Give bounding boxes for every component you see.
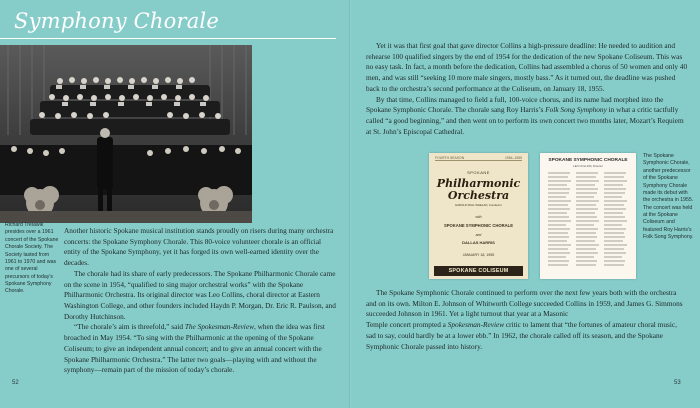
body-paragraph: Another historic Spokane musical institution stands proudly on risers during many orchestra concerts: the Spokane Symphony Chorale. This 80-voice volunteer chorale is an official entity of the Spokane Symphony, yet it has forged its own well-earned identity over the decades. <box>64 226 334 268</box>
body-paragraph: The Spokane Symphonic Chorale continued to perform over the next few years both with the orchestra and on its own. Milton E. Johnson of Whitworth College succeeded Collins in 1959, and James G. Simmons succeeded Johnson in 1961. Yet a light turnout that year at a Masonic <box>366 288 683 319</box>
chorale-roster-image <box>540 153 636 279</box>
page-number-left: 52 <box>12 380 19 386</box>
program-season: FOURTH SEASON <box>435 156 465 160</box>
publication-title: The Spokesman-Review <box>184 322 254 332</box>
photo-caption: Richard Trelawik presides over a 1961 concert of the Spokane Chorale Society. The Society lasted from 1961 to 1970 and was one of several precursors of today's Spokane Symphony Chorale. <box>5 222 59 295</box>
chorale-concert-photo <box>0 45 252 223</box>
publication-title: Spokesman-Review <box>447 320 505 330</box>
book-gutter <box>349 0 351 408</box>
program-date: JANUARY 18, 1955 <box>462 253 495 257</box>
program-orchestra-name <box>429 178 528 201</box>
paragraph-text: , when the idea was first broached in May 1954. “To sing with the Philharmonic at the opening of the Spokane Coliseum; to give an independent annual concert; and to give an annual concert with the Spokane Philharmonic Orchestra.” The latter two goals—playing with and without the symphony—remain part of the mission of today’s chorale. <box>64 322 325 375</box>
program-conductor: HAROLD PAUL WHELAN, Conductor <box>455 203 502 207</box>
roster-name-columns <box>546 169 630 275</box>
title-rule <box>0 38 336 39</box>
paragraph-text: “The chorale’s aim is threefold,” said <box>74 322 185 332</box>
program-with: with <box>475 215 482 219</box>
body-paragraph <box>366 320 688 352</box>
program-years: 1954–1955 <box>505 156 522 160</box>
program-chorale: SPOKANE SYMPHONIC CHORALE <box>443 223 514 228</box>
program-orchestra-line2: Orchestra <box>447 188 510 202</box>
program-soloist: DALLAS HARRIS <box>462 240 495 245</box>
program-and: and <box>475 233 482 237</box>
right-body-text-bottom <box>366 288 688 352</box>
paragraph-text: Temple concert prompted a <box>366 320 448 330</box>
page-number-right: 53 <box>674 380 681 386</box>
program-presenter: SPOKANE <box>467 170 490 175</box>
work-title: Folk Song Symphony <box>545 105 607 115</box>
body-paragraph <box>64 322 336 376</box>
program-season-line <box>435 156 522 161</box>
right-body-text-top <box>366 41 688 137</box>
body-paragraph <box>366 95 688 138</box>
paragraph-text: critic to lament that “the fortunes of amateur choral music, sad to say, could hardly be at a lower ebb.” In 1962, the chorale called off its season, and the Spokane Symphonic Chorale passed into history. <box>366 320 677 351</box>
concert-program-image <box>429 153 528 279</box>
body-paragraph: Yet it was that first goal that gave director Collins a high-pressure deadline: He needed to audition and rehearse 100 qualified singers by the end of 1954 for the dedication of the new Spokane Coliseum. This was no easy task. In fact, a month before the dedication, Collins had assembled a chorus of 50 women and only 40 men, and was still “seeking 10 more male singers, mostly bass.” As it turned out, the deadline was pushed back to the orchestra’s second performance at the Coliseum, on January 18, 1955. <box>366 41 688 93</box>
body-paragraph: The chorale had its share of early predecessors. The Spokane Philharmonic Chorale came on the scene in 1954, “qualified to sing major orchestral works” with the Spokane Philharmonic Orchestra. Its original director was Leo Collins, choral director at Eastern Washington College, and other founders included Haydn P. Morgan, Dr. Eric R. Paulson, and Dorothy Hutchinson. <box>64 268 336 321</box>
roster-subheading: LEO COLLINS, Director <box>573 164 603 168</box>
paragraph-text: in what a critic tactfully called “a good beginning,” and then went on to perform its own concert two months later, Mozart’s Requiem at St. John’s Episcopal Cathedral. <box>366 105 684 136</box>
page-title: Symphony Chorale <box>14 9 219 33</box>
left-body-text <box>64 226 336 376</box>
program-caption: The Spokane Symphonic Chorale, another predecessor of the Spokane Symphony Chorale made its debut with the orchestra in 1955. The concert was held at the Spokane Coliseum and featured Roy Harris's Folk Song Symphony. <box>643 153 694 241</box>
roster-heading: SPOKANE SYMPHONIC CHORALE <box>548 158 628 163</box>
program-orchestra-line1: Philharmonic <box>436 177 521 190</box>
program-venue: SPOKANE COLISEUM <box>434 266 523 276</box>
paragraph-text: By that time, Collins managed to field a full, 100-voice chorus, and its name had morphed into the Spokane Symphonic Chorale. The chorale sang Roy Harris’s <box>366 94 664 115</box>
